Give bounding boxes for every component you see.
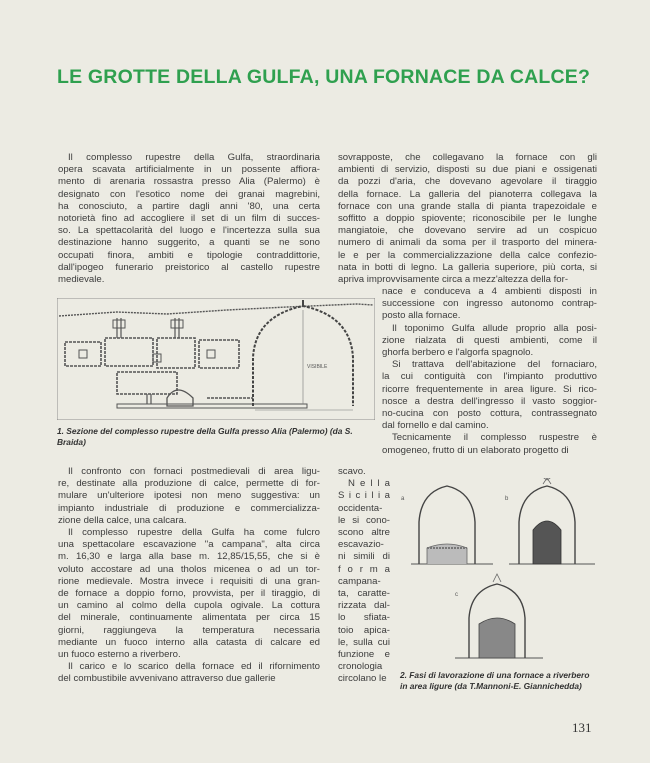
text-line: impianto industriale di produzione e commercializza- xyxy=(58,502,320,514)
text-line: lo sfiata- xyxy=(338,612,390,624)
text-line: soffitto a doppio spiovente; riconoscibile per le lunghe xyxy=(338,213,597,225)
text-line: Il complesso rupestre della Gulfa ha come fulcro xyxy=(68,527,320,539)
text-line: designato con l'esotico nome dei granai magrebini, xyxy=(58,188,320,200)
text-line: fornace con una grande stalla di pianta trapezoidale e xyxy=(338,200,597,212)
figure-2 xyxy=(397,478,597,668)
right-narrow-text xyxy=(338,466,390,686)
intro-paragraph xyxy=(58,152,320,286)
text-line: zione della calce, una calcara. xyxy=(58,514,187,526)
text-line: notorietà fino ad accogliere il set di un film di succes- xyxy=(58,213,320,225)
text-line: re, destinate alla produzione di calce, permette di for- xyxy=(58,478,320,490)
fig2-label-c: c xyxy=(455,592,458,598)
text-line: nata in botti di legno. La galleria superiore, più corta, si xyxy=(338,261,597,273)
text-line: rizzata dal- xyxy=(338,600,390,612)
text-line: omogeneo, frutto di un elaborato progetto di xyxy=(382,444,569,456)
figure-2-caption: 2. Fasi di lavorazione di una fornace a riverbero in area ligure (da T.Mannoni-E. Giannichedda) xyxy=(400,670,590,691)
text-line: campana- xyxy=(338,575,381,587)
article-title: LE GROTTE DELLA GULFA, UNA FORNACE DA CALCE? xyxy=(57,66,591,88)
fig1-dimension-label: VISIBILE xyxy=(307,364,328,370)
text-line: dall'ipogeo funerario preistorico al castello rupestre xyxy=(58,261,320,273)
text-line: medievale. xyxy=(58,274,105,286)
text-line: ricorre frequentemente in area ligure. Si rico- xyxy=(382,383,597,395)
right-top-text xyxy=(338,152,597,286)
text-line: posto alla fornace. xyxy=(382,310,461,322)
text-line: mangiatoie, che dovevano servire ad un cospicuo xyxy=(338,225,597,237)
text-line: no-cucina con posto cottura, contrassegnato xyxy=(382,408,597,420)
text-line: un fuoco esterno a riverbero. xyxy=(58,649,181,661)
fig2-label-a: a xyxy=(401,496,405,502)
text-line: occupati finora, ambiti e tipologie contraddittorie, xyxy=(58,249,320,261)
text-line: ta, caratte- xyxy=(338,588,390,600)
text-line: del combustibile avvenivano attraverso due gallerie xyxy=(58,673,276,685)
text-line: Il carico e lo scarico della fornace ed il rifornimento xyxy=(68,661,320,673)
figure-1-caption: 1. Sezione del complesso rupestre della Gulfa presso Alia (Palermo) (da S. Braida) xyxy=(57,426,353,447)
text-line: le e per la commercializzazione della calce confezio- xyxy=(338,249,597,261)
text-line: ghorfa berbero e l'algorfa spagnolo. xyxy=(382,347,534,359)
text-line: N e l l a xyxy=(348,478,390,490)
text-line: un camino al colmo della cupola ogivale. La cottura xyxy=(58,600,320,612)
text-line: voluto accostare ad una tholos micenea o ad un tor- xyxy=(58,563,320,575)
text-line: Tecnicamente il complesso ruspestre è xyxy=(392,432,597,444)
text-line: zione rialzata di questi ambienti, come il xyxy=(382,334,597,346)
text-line: dal fornello e dal camino. xyxy=(382,420,489,432)
text-line: toio apica- xyxy=(338,624,390,636)
text-line: escavazio- xyxy=(338,539,384,551)
text-line: mento di arenaria rossastra presso Alia (Palermo) è xyxy=(58,176,320,188)
text-line: S i c i l i a xyxy=(338,490,390,502)
text-line: numero di animali da soma per il trasporto del minera- xyxy=(338,237,597,249)
text-line: scavo. xyxy=(338,466,366,477)
text-line: nace e conduceva a 4 ambienti disposti in xyxy=(382,286,597,297)
text-line: nosce a destra dell'ingresso il vasto soggior- xyxy=(382,395,597,407)
text-line: una spettacolare escavazione "a campana", alta circa xyxy=(58,539,320,551)
text-line: funzione e xyxy=(338,649,390,661)
text-line: mediante un fuoco interno alla catasta di calcare ed xyxy=(58,636,320,648)
cave-section-drawing xyxy=(57,298,375,420)
text-line: Si trattava dell'abitazione del fornaciaro, xyxy=(392,359,597,371)
text-line: Il toponimo Gulfa allude proprio alla posi- xyxy=(392,322,597,334)
text-line: Il confronto con fornaci postmedievali di area ligu- xyxy=(68,466,320,477)
text-line: giorni, raggiungeva la temperatura necessaria xyxy=(58,624,320,636)
text-line: della fornace. La galleria del pianoterra collegava la xyxy=(338,188,597,200)
page-number: 131 xyxy=(572,720,592,735)
text-line: ambienti di servizio, disposti su due piani e ossigenati xyxy=(338,164,597,176)
text-line: sovrapposte, che collegavano la fornace con gli xyxy=(338,152,597,163)
text-line: successione con ingresso autonomo contrap- xyxy=(382,298,597,310)
text-line: rione medievale. Mostra invece i requisiti di una gran- xyxy=(58,575,320,587)
text-line: opera scavata artificialmente in un possente affiora- xyxy=(58,164,320,176)
fig2-label-b: b xyxy=(505,496,509,502)
kiln-phases-drawing xyxy=(397,478,597,668)
text-line: le, sulla cui xyxy=(338,636,390,648)
text-line: cronologia xyxy=(338,661,383,673)
text-line: scono altre xyxy=(338,527,390,539)
text-line: ha conosciuto, a partire dagli anni '80, una certa xyxy=(58,200,320,212)
text-line: so. La spettacolarità del luogo e l'incertezza sulla sua xyxy=(58,225,320,237)
left-body-text xyxy=(58,466,320,686)
text-line: Il complesso rupestre della Gulfa, straordinaria xyxy=(68,152,320,163)
figure-1 xyxy=(57,298,375,420)
text-line: la cui contiguità con l'impianto produttivo xyxy=(382,371,597,383)
text-line: le si cono- xyxy=(338,514,390,526)
text-line: circolano le xyxy=(338,673,387,685)
text-line: apriva improvvisamente circa a mezz'altezza della for- xyxy=(338,274,569,286)
text-line: da pozzi d'aria, che dovevano agevolare il tiraggio xyxy=(338,176,597,188)
text-line: f o r m a xyxy=(338,563,390,575)
text-line: occidenta- xyxy=(338,502,383,514)
text-line: de fornace a doppio forno, provvista, per il tiraggio, di xyxy=(58,588,320,600)
text-line: mulare un'ulteriore ipotesi non meno suggestiva: un xyxy=(58,490,320,502)
text-line: ni simili di xyxy=(338,551,390,563)
text-line: m. 16,30 e larga alla base m. 12,85/15,55, che si è xyxy=(58,551,320,563)
text-line: del minerale, continuamente alimentata per circa 15 xyxy=(58,612,320,624)
right-mid-text xyxy=(382,286,597,457)
text-line: destinazione hanno suggerito, a quanti se ne sono xyxy=(58,237,320,249)
